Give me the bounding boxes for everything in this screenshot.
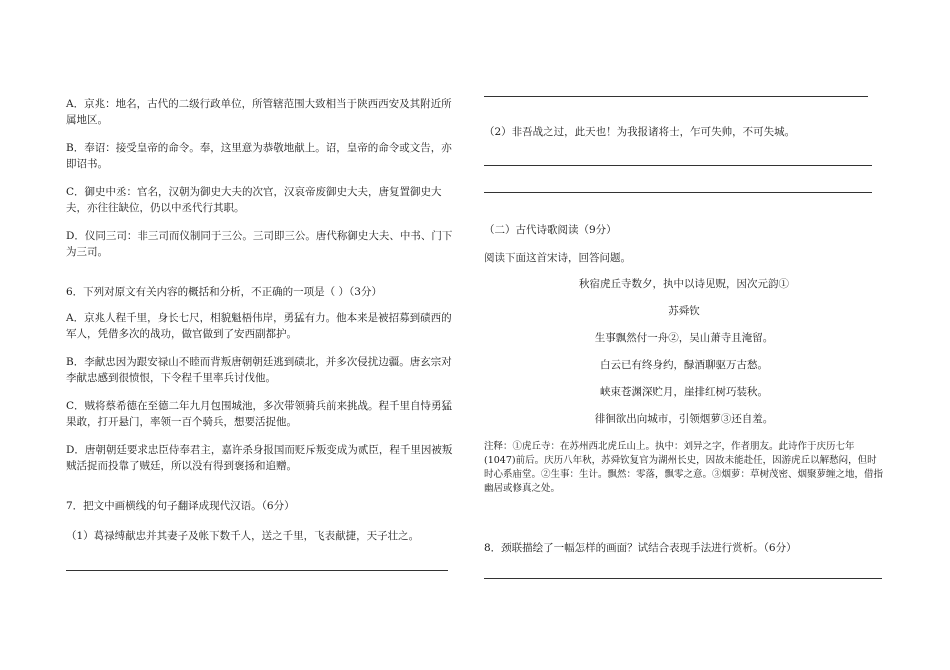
question-7-sentence-2: （2）非吾战之过，此天也！为我报诸将士，乍可失帅，不可失城。	[484, 126, 796, 138]
poem-line: 生事飘然付一舟②，吴山萧寺且淹留。	[594, 332, 774, 344]
answer-line[interactable]	[66, 570, 448, 571]
question-6-option-a: A．京兆人程千里，身长七尺，相貌魁梧伟岸，勇猛有力。他本来是被招募到碛西的军人，凭借多次的战功，做官做到了安西副都护。	[66, 312, 452, 340]
question-7: 7．把文中画横线的句子翻译成现代汉语。（6分）	[66, 500, 295, 512]
option-a: A．京兆：地名，古代的二级行政单位，所管辖范围大致相当于陕西西安及其附近所属地区。	[66, 98, 452, 126]
answer-line[interactable]	[484, 96, 868, 97]
question-7-sentence-1: （1）葛禄缚献忠并其妻子及帐下数千人，送之千里，飞表献捷，天子壮之。	[66, 530, 420, 542]
question-6: 6．下列对原文有关内容的概括和分析，不正确的一项是（ ）（3分）	[66, 286, 382, 298]
answer-line[interactable]	[484, 578, 882, 579]
question-6-option-d: D．唐朝朝廷要求忠臣侍奉君主，嘉许杀身报国而贬斥叛变成为贰臣，程千里因被叛贼活捉而投靠了贼廷，所以没有得到褒扬和追赠。	[66, 444, 453, 472]
reading-intro: 阅读下面这首宋诗，回答问题。	[484, 252, 631, 264]
poem-line: 白云已有终身约，醁酒聊驱万古愁。	[600, 359, 768, 371]
option-b: B．奉诏：接受皇帝的命令。奉，这里意为恭敬地献上。诏，皇帝的命令或文告，亦即诏书。	[66, 142, 452, 170]
poem-annotation: 注释：①虎丘寺：在苏州西北虎丘山上。执中：刘异之字，作者朋友。此诗作于庆历七年(1047)前后。庆历八年秋，苏舜钦复官为湖州长史，因故未能赴任，因游虎丘以解愁闷，但时时心系庙堂。②生事：生计。飘然：零落，飘零之意。③烟萝：草树茂密、烟聚萝缠之地，借指幽居或修真之处。	[484, 441, 884, 494]
poem-title: 秋宿虎丘寺数夕，执中以诗见贶，因次元韵①	[579, 278, 789, 290]
question-6-option-b: B．李献忠因为跟安禄山不睦而背叛唐朝朝廷逃到碛北，并多次侵扰边疆。唐玄宗对李献忠感到很愤恨，下令程千里率兵讨伐他。	[66, 356, 452, 384]
section-heading: （二）古代诗歌阅读（9分）	[484, 224, 617, 236]
poem-line: 峡束苍渊深贮月，崖排红树巧装秋。	[600, 386, 768, 398]
poem-line: 徘徊欲出向城市，引领烟萝③还自羞。	[594, 413, 774, 425]
answer-line[interactable]	[484, 165, 872, 166]
option-d: D．仪同三司：非三司而仪制同于三公。三司即三公。唐代称御史大夫、中书、门下为三司。	[66, 230, 453, 258]
question-6-option-c: C．贼将蔡希德在至德二年九月包围城池，多次带领骑兵前来挑战。程千里自恃勇猛果敢，打开悬门，率领一百个骑兵，想要活捉他。	[66, 400, 453, 428]
option-c: C．御史中丞：官名，汉朝为御史大夫的次官，汉哀帝废御史大夫，唐复置御史大夫，亦往往缺位，仍以中丞代行其职。	[66, 186, 442, 214]
question-8: 8．颈联描绘了一幅怎样的画面？试结合表现手法进行赏析。（6分）	[484, 542, 797, 554]
poem-author: 苏舜钦	[668, 305, 700, 317]
answer-line[interactable]	[484, 192, 872, 193]
